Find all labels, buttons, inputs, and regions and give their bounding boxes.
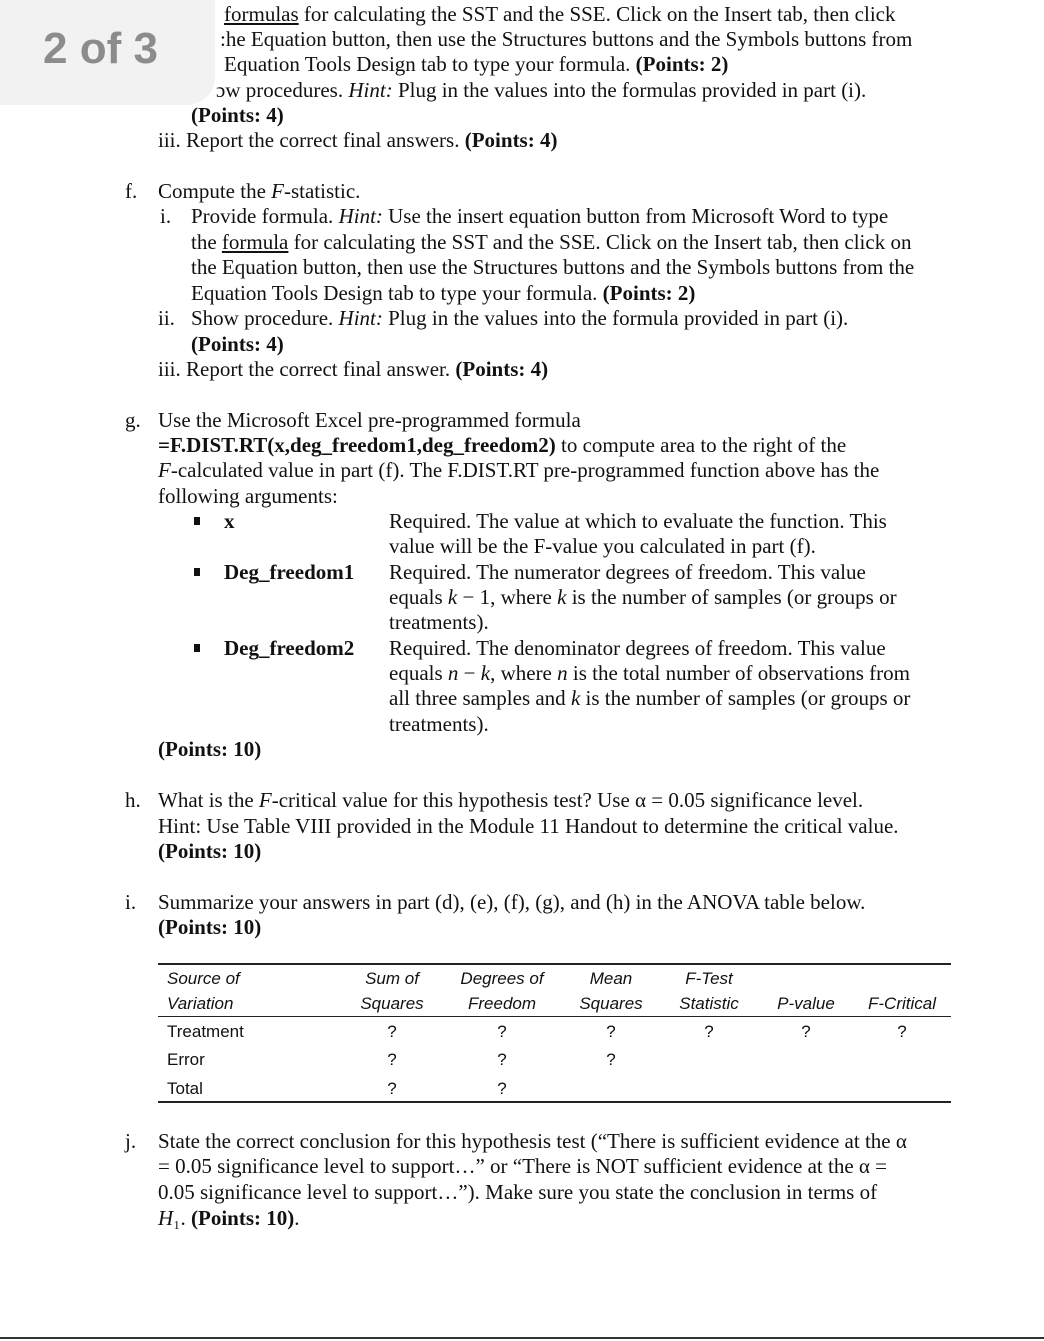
table-header-cell: F-Critical: [868, 994, 936, 1013]
text-segment: Equation Tools Design tab to type your formula.: [191, 281, 603, 305]
bullet-icon: [194, 568, 200, 576]
text-segment: is the number of samples (or groups or: [580, 686, 911, 710]
text-segment: x: [224, 509, 235, 533]
text-line: [389, 509, 887, 533]
text-segment: k: [447, 585, 458, 609]
text-segment: j.: [125, 1129, 137, 1153]
text-line: [158, 458, 879, 482]
text-line: [389, 661, 910, 685]
text-segment: -statistic.: [283, 179, 361, 203]
item-marker-f: [125, 179, 137, 203]
table-header-cell: P-value: [777, 994, 835, 1013]
text-segment: treatments).: [389, 712, 489, 736]
text-line: [389, 636, 886, 660]
text-segment: , where: [490, 661, 558, 685]
table-cell: ?: [606, 1022, 616, 1041]
text-line: [158, 737, 261, 761]
table-header-cell: Squares: [579, 994, 643, 1013]
table-cell: ?: [387, 1022, 397, 1041]
text-segment: i.: [160, 204, 172, 228]
argument-name: [224, 636, 354, 660]
text-segment: .: [294, 1206, 300, 1230]
text-segment: Deg_freedom2: [224, 636, 355, 660]
text-line: [191, 255, 914, 279]
text-segment: is the number of samples (or groups or: [566, 585, 897, 609]
table-cell: ?: [497, 1050, 507, 1069]
item-marker-h: [125, 788, 141, 812]
text-segment: is the total number of observations from: [567, 661, 910, 685]
text-segment: the: [191, 230, 222, 254]
text-segment: What is the: [158, 788, 259, 812]
text-segment: Provide formula.: [191, 204, 339, 228]
bullet-icon: [194, 644, 200, 652]
text-line: [224, 52, 728, 76]
text-segment: − 1, where: [457, 585, 558, 609]
table-cell: ?: [497, 1022, 507, 1041]
text-segment: following arguments:: [158, 484, 338, 508]
table-bottom-rule: [158, 1101, 951, 1103]
text-segment: g.: [125, 408, 141, 432]
table-header-cell: Freedom: [467, 994, 537, 1013]
text-line: [158, 788, 863, 812]
argument-name: [224, 509, 235, 533]
text-segment: i.: [125, 890, 137, 914]
text-segment: k: [557, 585, 567, 609]
item-marker-i: [125, 890, 136, 914]
text-segment: =F.DIST.RT(x,deg_freedom1,deg_freedom2): [158, 433, 556, 457]
text-segment: equals: [389, 661, 448, 685]
text-segment: = 0.05 significance level to support…” or “There is NOT sufficient evidence at the α =: [158, 1154, 888, 1178]
text-line: [158, 1154, 887, 1178]
text-segment: (Points: 2): [602, 281, 696, 305]
text-line: [389, 585, 897, 609]
text-line: [158, 1206, 300, 1230]
text-segment: (Points: 4): [464, 128, 558, 152]
text-segment: Summarize your answers in part (d), (e), (f), (g), and (h) in the ANOVA table below.: [158, 890, 866, 914]
text-segment: Compute the: [158, 179, 272, 203]
text-line: [191, 332, 284, 356]
text-line: [389, 712, 489, 736]
text-segment: (Points: 4): [191, 103, 284, 127]
text-line: [158, 179, 360, 203]
text-segment: Deg_freedom1: [224, 560, 355, 584]
text-segment: (Points: 10): [158, 737, 262, 761]
text-line: [158, 1129, 907, 1153]
text-line: [389, 560, 866, 584]
text-segment: treatments).: [389, 610, 489, 634]
table-cell: ?: [606, 1050, 616, 1069]
text-segment: f.: [125, 179, 138, 203]
text-segment: formula: [221, 230, 289, 254]
text-line: [158, 1180, 877, 1204]
text-segment: n: [557, 661, 568, 685]
text-segment: 0.05 significance level to support…”). Make sure you state the conclusion in terms of: [158, 1180, 878, 1204]
text-segment: Hint:: [348, 78, 393, 102]
text-line: [158, 839, 261, 863]
table-top-rule: [158, 963, 951, 965]
text-line: [224, 2, 895, 26]
table-header-cell: Statistic: [679, 994, 739, 1013]
text-segment: k: [570, 686, 581, 710]
text-segment: State the correct conclusion for this hypothesis test (“There is sufficient evidence at the α: [158, 1129, 907, 1153]
table-cell: Error: [167, 1050, 205, 1069]
table-header-cell: Sum of: [365, 969, 419, 988]
text-segment: (Points: 10): [191, 1206, 295, 1230]
table-header-cell: F-Test: [685, 969, 733, 988]
text-line: [158, 408, 581, 432]
text-segment: Plug in the values into the formulas provided in part (i).: [392, 78, 867, 102]
text-segment: formulas: [224, 2, 299, 26]
text-line: [158, 357, 548, 381]
text-segment: F: [258, 788, 272, 812]
text-segment: for calculating the SST and the SSE. Click on the Insert tab, then click: [298, 2, 896, 26]
text-segment: F: [158, 458, 171, 482]
text-segment: n: [447, 661, 459, 685]
text-line: [191, 306, 848, 330]
text-line: [191, 204, 888, 228]
text-segment: Hint:: [338, 204, 383, 228]
text-segment: all three samples and: [389, 686, 571, 710]
text-segment: Hint:: [338, 306, 383, 330]
text-segment: Use the insert equation button from Microsoft Word to type: [382, 204, 889, 228]
text-segment: Required. The denominator degrees of freedom. This value: [389, 636, 886, 660]
text-line: [158, 814, 899, 838]
text-line: [158, 890, 865, 914]
page-indicator: 2 of 3: [0, 0, 215, 105]
table-cell: ?: [897, 1022, 907, 1041]
table-cell: ?: [704, 1022, 714, 1041]
text-segment: H: [158, 1206, 174, 1230]
table-header-cell: Variation: [167, 994, 234, 1013]
text-line: [158, 484, 338, 508]
page-bottom-border: [0, 1337, 1044, 1339]
text-segment: Hint: Use Table VIII provided in the Module 11 Handout to determine the critical value.: [158, 814, 899, 838]
text-segment: (Points: 4): [191, 332, 284, 356]
text-segment: ii.: [158, 306, 175, 330]
bullet-icon: [194, 517, 200, 525]
table-cell: ?: [387, 1050, 397, 1069]
text-line: [191, 281, 695, 305]
text-segment: F: [271, 179, 284, 203]
text-line: [389, 610, 489, 634]
table-cell: ?: [497, 1079, 507, 1098]
table-cell: ?: [801, 1022, 811, 1041]
text-segment: Required. The value at which to evaluate the function. This: [389, 509, 887, 533]
text-line: [220, 27, 912, 51]
text-line: [158, 433, 846, 457]
text-segment: h.: [125, 788, 141, 812]
text-segment: value will be the F-value you calculated in part (f).: [389, 534, 816, 558]
text-segment: k: [480, 661, 491, 685]
text-segment: (Points: 2): [635, 52, 729, 76]
text-segment: Plug in the values into the formula provided in part (i).: [382, 306, 849, 330]
text-segment: ɔw procedures.: [216, 78, 349, 102]
text-segment: the Equation button, then use the Structures buttons and the Symbols buttons from the: [191, 255, 915, 279]
subitem-marker: [160, 204, 171, 228]
text-line: [216, 78, 866, 102]
item-marker-j: [125, 1129, 136, 1153]
table-header-cell: Squares: [360, 994, 424, 1013]
table-header-cell: Source of: [167, 969, 240, 988]
table-header-cell: Mean: [589, 969, 633, 988]
text-segment: :he Equation button, then use the Structures buttons and the Symbols buttons from: [220, 27, 913, 51]
table-cell: Treatment: [167, 1022, 244, 1041]
text-segment: -critical value for this hypothesis test? Use α = 0.05 significance level.: [271, 788, 864, 812]
text-line: [191, 103, 284, 127]
text-segment: to compute area to the right of the: [555, 433, 847, 457]
item-marker-g: [125, 408, 141, 432]
text-segment: iii. Report the correct final answers.: [158, 128, 465, 152]
text-line: [389, 534, 816, 558]
text-segment: Show procedure.: [191, 306, 339, 330]
text-segment: ₁.: [173, 1206, 191, 1230]
subitem-marker: [158, 306, 175, 330]
text-line: [158, 915, 261, 939]
text-segment: (Points: 4): [455, 357, 549, 381]
text-segment: (Points: 10): [158, 839, 262, 863]
anova-table: [158, 963, 951, 1103]
text-segment: Required. The numerator degrees of freedom. This value: [389, 560, 866, 584]
table-header-cell: Degrees of: [460, 969, 544, 988]
text-segment: Use the Microsoft Excel pre-programmed formula: [158, 408, 581, 432]
table-cell: Total: [167, 1079, 203, 1098]
text-line: [389, 686, 910, 710]
text-segment: iii. Report the correct final answer.: [158, 357, 456, 381]
text-segment: -calculated value in part (f). The F.DIST.RT pre-programmed function above has the: [170, 458, 880, 482]
text-line: [191, 230, 911, 254]
table-header-rule: [158, 1016, 951, 1017]
argument-name: [224, 560, 354, 584]
text-segment: (Points: 10): [158, 915, 262, 939]
text-segment: −: [458, 661, 481, 685]
text-line: [158, 128, 557, 152]
text-segment: for calculating the SST and the SSE. Click on the Insert tab, then click on: [288, 230, 912, 254]
table-cell: ?: [387, 1079, 397, 1098]
text-segment: Equation Tools Design tab to type your formula.: [224, 52, 636, 76]
text-segment: equals: [389, 585, 448, 609]
